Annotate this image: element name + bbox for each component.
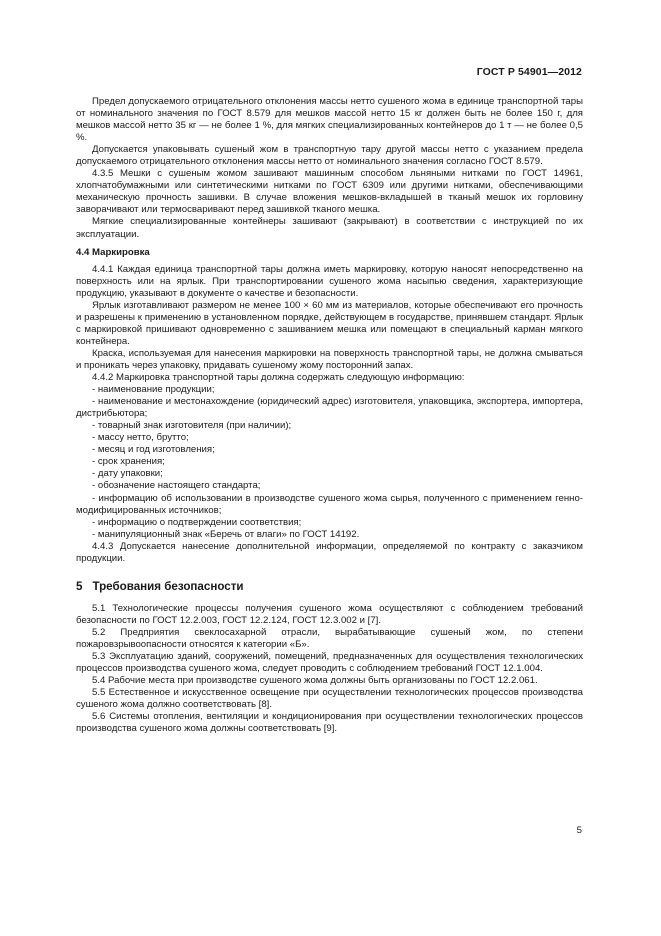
section-heading-5 <box>76 581 583 593</box>
list-item: - товарный знак изготовителя (при наличии); <box>92 420 292 432</box>
paragraph: 5.4 Рабочие места при производстве сушеного жома должны быть организованы по ГОСТ 12.2.061. <box>92 675 538 687</box>
document-body <box>76 96 583 735</box>
paragraph: 5.1 Технологические процессы получения сушеного жома осуществляют с соблюдением требований безопасности по ГОСТ 12.2.003, ГОСТ 12.2.124, ГОСТ 12.3.002 и [7]. <box>76 602 583 626</box>
paragraph: 4.4.1 Каждая единица транспортной тары должна иметь маркировку, которую наносят непосредственно на поверхность или на ярлык. При транспортировании сушеного жома насыпью сведения, характеризующие продукцию, указывают в документе о качестве и безопасности. <box>76 263 583 299</box>
paragraph: Мягкие специализированные контейнеры зашивают (закрывают) в соответствии с инструкцией по их эксплуатации. <box>76 216 583 240</box>
list-item: - наименование продукции; <box>92 384 215 396</box>
paragraph: Ярлык изготавливают размером не менее 100 × 60 мм из материалов, которые обеспечивают его прочность и разрешены к применению в установленном порядке, действующем в государстве, принявшем стандарт. Ярлык с маркировкой пришивают одновременно с зашиванием мешка или помещают в специальный карман мягкого контейнера. <box>76 299 583 347</box>
list-item: - манипуляционный знак «Беречь от влаги» по ГОСТ 14192. <box>92 528 360 540</box>
list-item: - дату упаковки; <box>92 468 163 480</box>
paragraph: Допускается упаковывать сушеный жом в транспортную тару другой массы нетто с указанием предела допускаемого отрицательного отклонения массы нетто от номинального значения согласно ГОСТ 8.579. <box>76 144 583 168</box>
paragraph: 5.3 Эксплуатацию зданий, сооружений, помещений, предназначенных для осуществления технологических процессов производства сушеного жома, следует проводить с соблюдением требований ГОСТ 12.1.004. <box>76 651 583 675</box>
section-number: 5 <box>76 579 83 593</box>
list-item: - срок хранения; <box>92 456 165 468</box>
list-item: - обозначение настоящего стандарта; <box>92 480 261 492</box>
page-number: 5 <box>576 825 582 836</box>
list-item: - информацию об использовании в производстве сушеного жома сырья, полученного с применением генно-модифицированных источников; <box>76 492 583 516</box>
paragraph: Предел допускаемого отрицательного отклонения массы нетто сушеного жома в единице транспортной тары от номинального значения по ГОСТ 8.579 для мешков массой нетто 15 кг должен быть не более 150 г, для мешков массой нетто 35 кг — не более 1 %, для мягких специализированных контейнеров до 1 т — не более 0,5 %. <box>76 96 583 144</box>
list-item: - информацию о подтверждении соответствия; <box>92 516 302 528</box>
list-item: - массу нетто, брутто; <box>92 432 189 444</box>
paragraph: 5.6 Системы отопления, вентиляции и кондиционирования при осуществлении технологических процессов производства сушеного жома должны соответствовать [9]. <box>76 711 583 735</box>
section-heading-4-4: 4.4 Маркировка <box>76 246 150 258</box>
paragraph: 4.3.5 Мешки с сушеным жомом зашивают машинным способом льняными нитками по ГОСТ 14961, хлопчатобумажными или синтетическими нитками по ГОСТ 6309 или другими нитками, обеспечивающими механическую прочность зашивки. В случае вложения мешков-вкладышей в тканый мешок их горловину заворачивают или термосваривают перед зашивкой тканого мешка. <box>76 168 583 216</box>
section-title: Требования безопасности <box>92 579 244 593</box>
paragraph: 5.5 Естественное и искусственное освещение при осуществлении технологических процессов производства сушеного жома должно соответствовать [8]. <box>76 687 583 711</box>
paragraph: Краска, используемая для нанесения маркировки на поверхность транспортной тары, не должна смываться и проникать через упаковку, придавать сушеному жому посторонний запах. <box>76 347 583 371</box>
paragraph: 4.4.3 Допускается нанесение дополнительной информации, определяемой по контракту с заказчиком продукции. <box>76 540 583 564</box>
list-item: - наименование и местонахождение (юридический адрес) изготовителя, упаковщика, экспортера, импортера, дистрибьютора; <box>76 396 583 420</box>
document-header: ГОСТ Р 54901—2012 <box>476 66 582 78</box>
list-item: - месяц и год изготовления; <box>92 444 215 456</box>
paragraph: 5.2 Предприятия свеклосахарной отрасли, вырабатывающие сушеный жом, по степени пожаровзрывоопасности относятся к категории «Б». <box>76 626 583 650</box>
paragraph: 4.4.2 Маркировка транспортной тары должна содержать следующую информацию: <box>92 372 465 384</box>
